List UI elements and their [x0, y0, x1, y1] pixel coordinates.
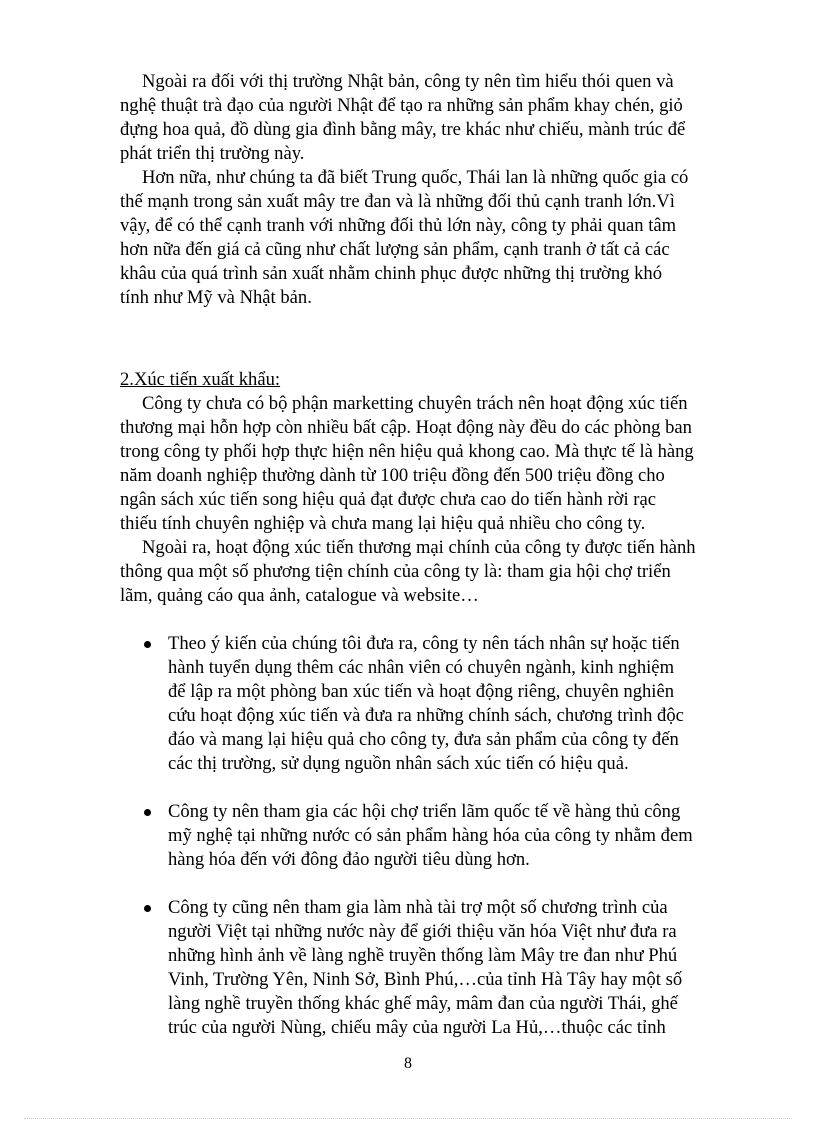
text-line: tính như Mỹ và Nhật bản. [120, 287, 312, 308]
bullet-icon [144, 905, 151, 912]
spacer [120, 776, 700, 800]
text-line: phát triển thị trường này. [120, 143, 305, 164]
text-line: để lập ra một phòng ban xúc tiến và hoạt động riêng, chuyên nghiên [168, 681, 675, 702]
text-line: Ngoài ra đối với thị trường Nhật bản, công ty nên tìm hiểu thói quen và [142, 71, 674, 92]
text-line: làng nghề truyền thống khác ghế mây, mâm đan của người Thái, ghế [168, 993, 678, 1014]
text-line: thiếu tính chuyên nghiệp và chưa mang lại hiệu quả nhiều cho công ty. [120, 513, 646, 534]
recommendation-list [120, 632, 700, 1040]
text-line: năm doanh nghiệp thường dành từ 100 triệu đồng đến 500 triệu đồng cho [120, 465, 665, 486]
list-item [120, 896, 700, 1040]
text-line: Hơn nữa, như chúng ta đã biết Trung quốc, Thái lan là những quốc gia có [142, 167, 689, 188]
text-line: lãm, quảng cáo qua ảnh, catalogue và website… [120, 585, 479, 606]
text-line: đựng hoa quả, đồ dùng gia đình bằng mây, tre khác như chiếu, mành trúc để [120, 119, 686, 140]
paragraph-competitors [120, 166, 700, 310]
text-line: Theo ý kiến của chúng tôi đưa ra, công ty nên tách nhân sự hoặc tiến [168, 633, 680, 654]
list-item [120, 800, 700, 872]
text-line: đáo và mang lại hiệu quả cho công ty, đưa sản phẩm của công ty đến [168, 729, 679, 750]
text-line: thế mạnh trong sản xuất mây tre đan và là những đối thủ cạnh tranh lớn.Vì [120, 191, 675, 212]
page-bottom-divider [24, 1118, 792, 1119]
paragraph-japan-market [120, 70, 700, 166]
text-line: Ngoài ra, hoạt động xúc tiến thương mại chính của công ty được tiến hành [142, 537, 696, 558]
text-line: vậy, để có thể cạnh tranh với những đối thủ lớn này, công ty phải quan tâm [120, 215, 677, 236]
spacer [120, 608, 700, 632]
text-line: Công ty nên tham gia các hội chợ triển lãm quốc tế về hàng thủ công [168, 801, 681, 822]
text-line: nghệ thuật trà đạo của người Nhật để tạo ra những sản phẩm khay chén, giỏ [120, 95, 683, 116]
text-line: Công ty chưa có bộ phận marketting chuyên trách nên hoạt động xúc tiến [142, 393, 688, 414]
bullet-icon [144, 809, 151, 816]
page-number: 8 [404, 1055, 412, 1072]
section-heading-wrapper [120, 368, 700, 392]
list-item [120, 632, 700, 776]
paragraph-promotion-channels [120, 536, 700, 608]
bullet-icon [144, 641, 151, 648]
text-line: người Việt tại những nước này để giới thiệu văn hóa Việt như đưa ra [168, 921, 677, 942]
text-line: thông qua một số phương tiện chính của công ty là: tham gia hội chợ triển [120, 561, 671, 582]
text-line: mỹ nghệ tại những nước có sản phẩm hàng hóa của công ty nhằm đem [168, 825, 693, 846]
text-line: hàng hóa đến với đông đảo người tiêu dùng hơn. [168, 849, 530, 870]
text-line: Vinh, Trường Yên, Ninh Sở, Bình Phú,…của tỉnh Hà Tây hay một số [168, 969, 683, 990]
text-line: ngân sách xúc tiến song hiệu quả đạt được chưa cao do tiến hành rời rạc [120, 489, 656, 510]
text-line: hơn nữa đến giá cả cũng như chất lượng sản phẩm, cạnh tranh ở tất cả các [120, 239, 670, 260]
text-line: Công ty cũng nên tham gia làm nhà tài trợ một số chương trình của [168, 897, 668, 918]
text-line: cứu hoạt động xúc tiến và đưa ra những chính sách, chương trình độc [168, 705, 684, 726]
spacer [120, 310, 700, 368]
spacer [120, 872, 700, 896]
section-heading: 2.Xúc tiến xuất khẩu: [120, 369, 281, 390]
text-line: hành tuyển dụng thêm các nhân viên có chuyên ngành, kinh nghiệm [168, 657, 675, 678]
page-content [120, 70, 700, 1040]
text-line: khâu của quá trình sản xuất nhằm chinh phục được những thị trường khó [120, 263, 663, 284]
text-line: những hình ảnh về làng nghề truyền thống làm Mây tre đan như Phú [168, 945, 678, 966]
paragraph-promotion-status [120, 392, 700, 536]
text-line: trong công ty phối hợp thực hiện nên hiệu quả khong cao. Mà thực tế là hàng [120, 441, 694, 462]
text-line: trúc của người Nùng, chiếu mây của người La Hủ,…thuộc các tỉnh [168, 1017, 666, 1038]
text-line: các thị trường, sử dụng nguồn nhân sách xúc tiến có hiệu quả. [168, 753, 629, 774]
text-line: thương mại hỗn hợp còn nhiều bất cập. Hoạt động này đều do các phòng ban [120, 417, 692, 438]
